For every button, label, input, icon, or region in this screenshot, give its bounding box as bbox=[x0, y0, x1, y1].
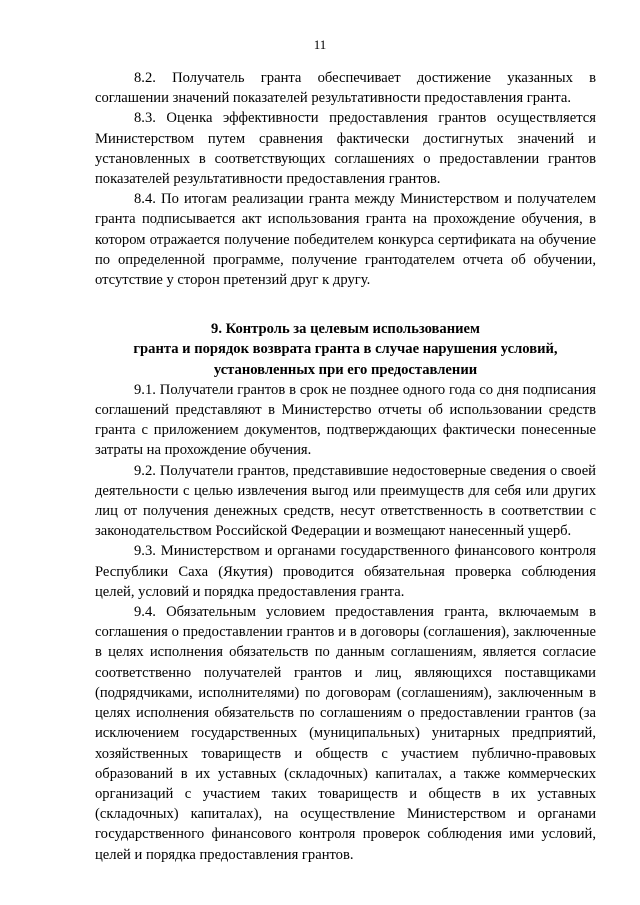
section-heading-line-2: гранта и порядок возврата гранта в случае нарушения условий, bbox=[133, 341, 558, 358]
page-number: 11 bbox=[313, 37, 327, 52]
section-heading-line-3: установленных при его предоставлении bbox=[213, 361, 478, 378]
document-body bbox=[95, 68, 596, 865]
section-9-heading bbox=[95, 319, 596, 380]
paragraph-8-2: 8.2. Получатель гранта обеспечивает достижение указанных в соглашении значений показателей результативности предоставления гранта. bbox=[95, 70, 596, 107]
paragraph-8-3: 8.3. Оценка эффективности предоставления грантов осуществляется Министерством путем сравнения фактически достигнутых значений и установленных в соответствующих соглашениях о предоставлении грантов показателей результативности предоставления грантов. bbox=[95, 110, 596, 188]
paragraph-9-1: 9.1. Получатели грантов в срок не позднее одного года со дня подписания соглашений представляют в Министерство отчеты об использовании средств гранта с приложением документов, подтверждающих фактически понесенные затраты на прохождение обучения. bbox=[95, 381, 596, 459]
paragraph-9-2: 9.2. Получатели грантов, представившие недостоверные сведения о своей деятельности с целью извлечения выгод или преимуществ для себя или других лиц от получения денежных средств, несут ответственность в соответствии с законодательством Российской Федерации и возмещают нанесенный ущерб. bbox=[95, 462, 596, 540]
paragraph-8-4: 8.4. По итогам реализации гранта между Министерством и получателем гранта подписывается акт использования гранта на прохождение обучения, в котором отражается получение победителем конкурса сертификата на обучение по определенной программе, получение грантодателем отчета об обучении, отсутствие у сторон претензий друг к другу. bbox=[95, 191, 596, 289]
paragraph-9-4: 9.4. Обязательным условием предоставления гранта, включаемым в соглашения о предоставлении грантов и в договоры (соглашения), заключенные в целях исполнения обязательств по данным соглашениям, является согласие соответственно получателей грантов и лиц, являющихся поставщиками (подрядчиками, исполнителями) по договорам (соглашениям), заключенным в целях исполнения обязательств по соглашениям о предоставлении грантов (за исключением государственных (муниципальных) унитарных предприятий, хозяйственных товариществ и обществ с участием публично-правовых образований в их уставных (складочных) капиталах, а также коммерческих организаций с участием таких товариществ и обществ в их уставных (складочных) капиталах), на осуществление Министерством и органами государственного финансового контроля проверок соблюдения ими условий, целей и порядка предоставления грантов. bbox=[95, 604, 596, 863]
paragraph-9-3: 9.3. Министерством и органами государственного финансового контроля Республики Саха (Якутия) проводится обязательная проверка соблюдения целей, условий и порядка предоставления гранта. bbox=[95, 543, 596, 600]
section-heading-line-1: 9. Контроль за целевым использованием bbox=[211, 321, 480, 338]
